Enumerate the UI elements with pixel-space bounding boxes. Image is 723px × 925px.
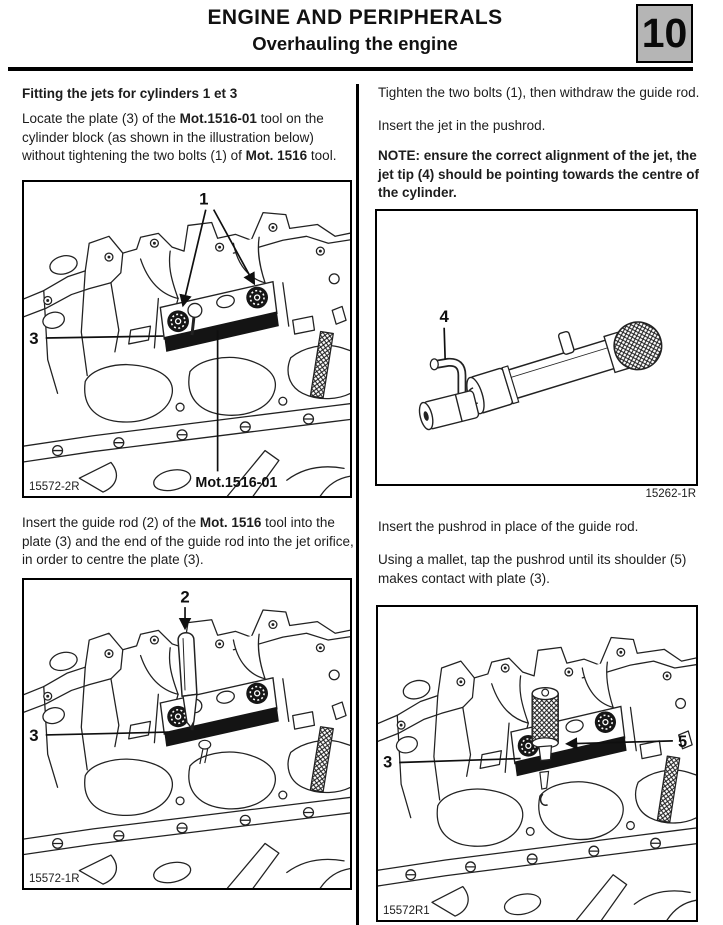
callout-jet-label: 4 — [439, 306, 449, 326]
tool-name-label: Mot.1516-01 — [195, 475, 278, 492]
paragraph-insert-jet: Insert the jet in the pushrod. — [378, 118, 546, 133]
paragraph-tighten-bolts: Tighten the two bolts (1), then withdraw the guide rod. — [378, 85, 700, 100]
page-title: ENGINE AND PERIPHERALS — [207, 6, 503, 29]
section-number-badge: 10 — [636, 4, 693, 63]
callout-bolts-label: 1 — [199, 189, 209, 209]
engine-block-drawing — [24, 580, 350, 888]
figure-guide-rod — [22, 578, 352, 890]
figure-jet-and-pushrod — [375, 209, 698, 486]
engine-block-drawing — [24, 182, 350, 496]
callout-plate-label: 3 — [383, 752, 393, 772]
paragraph-insert-guide-rod: Insert the guide rod (2) of the Mot. 1516 tool into the plate (3) and the end of the guide rod into the jet orifice, in order to centre the plate (3). — [22, 515, 354, 567]
figure-ref: 15572-2R — [29, 481, 80, 493]
callout-plate-label: 3 — [29, 725, 39, 745]
engine-block-drawing — [378, 607, 696, 920]
figure-plate-positioning — [22, 180, 352, 498]
figure-ref: 15572R1 — [383, 905, 430, 917]
jet-drawing — [417, 359, 479, 431]
callout-rod-label: 2 — [180, 587, 190, 607]
figure-ref: 15572-1R — [29, 873, 80, 885]
header-rule — [8, 67, 693, 71]
callout-shoulder-label: 5 — [677, 731, 688, 751]
figure-pushrod-fitted — [376, 605, 698, 922]
tool-drawing — [377, 211, 696, 484]
figure-ref: 15262-1R — [645, 488, 696, 500]
paragraph-insert-pushrod: Insert the pushrod in place of the guide rod. — [378, 519, 639, 534]
page-subtitle: Overhauling the engine — [252, 33, 458, 54]
column-divider — [356, 84, 359, 925]
note-paragraph: NOTE: ensure the correct alignment of the jet, the jet tip (4) should be pointing towards the centre of the cylinder. — [378, 148, 700, 200]
pushrod-drawing — [458, 306, 668, 421]
callout-plate-label: 3 — [29, 328, 39, 348]
paragraph-locate-plate: Locate the plate (3) of the Mot.1516-01 tool on the cylinder block (as shown in the illustration below) without tightening the two bolts (1) of Mot. 1516 tool. — [22, 111, 337, 163]
paragraph-mallet: Using a mallet, tap the pushrod until its shoulder (5) makes contact with plate (3). — [378, 552, 687, 586]
section-heading: Fitting the jets for cylinders 1 et 3 — [22, 86, 238, 101]
